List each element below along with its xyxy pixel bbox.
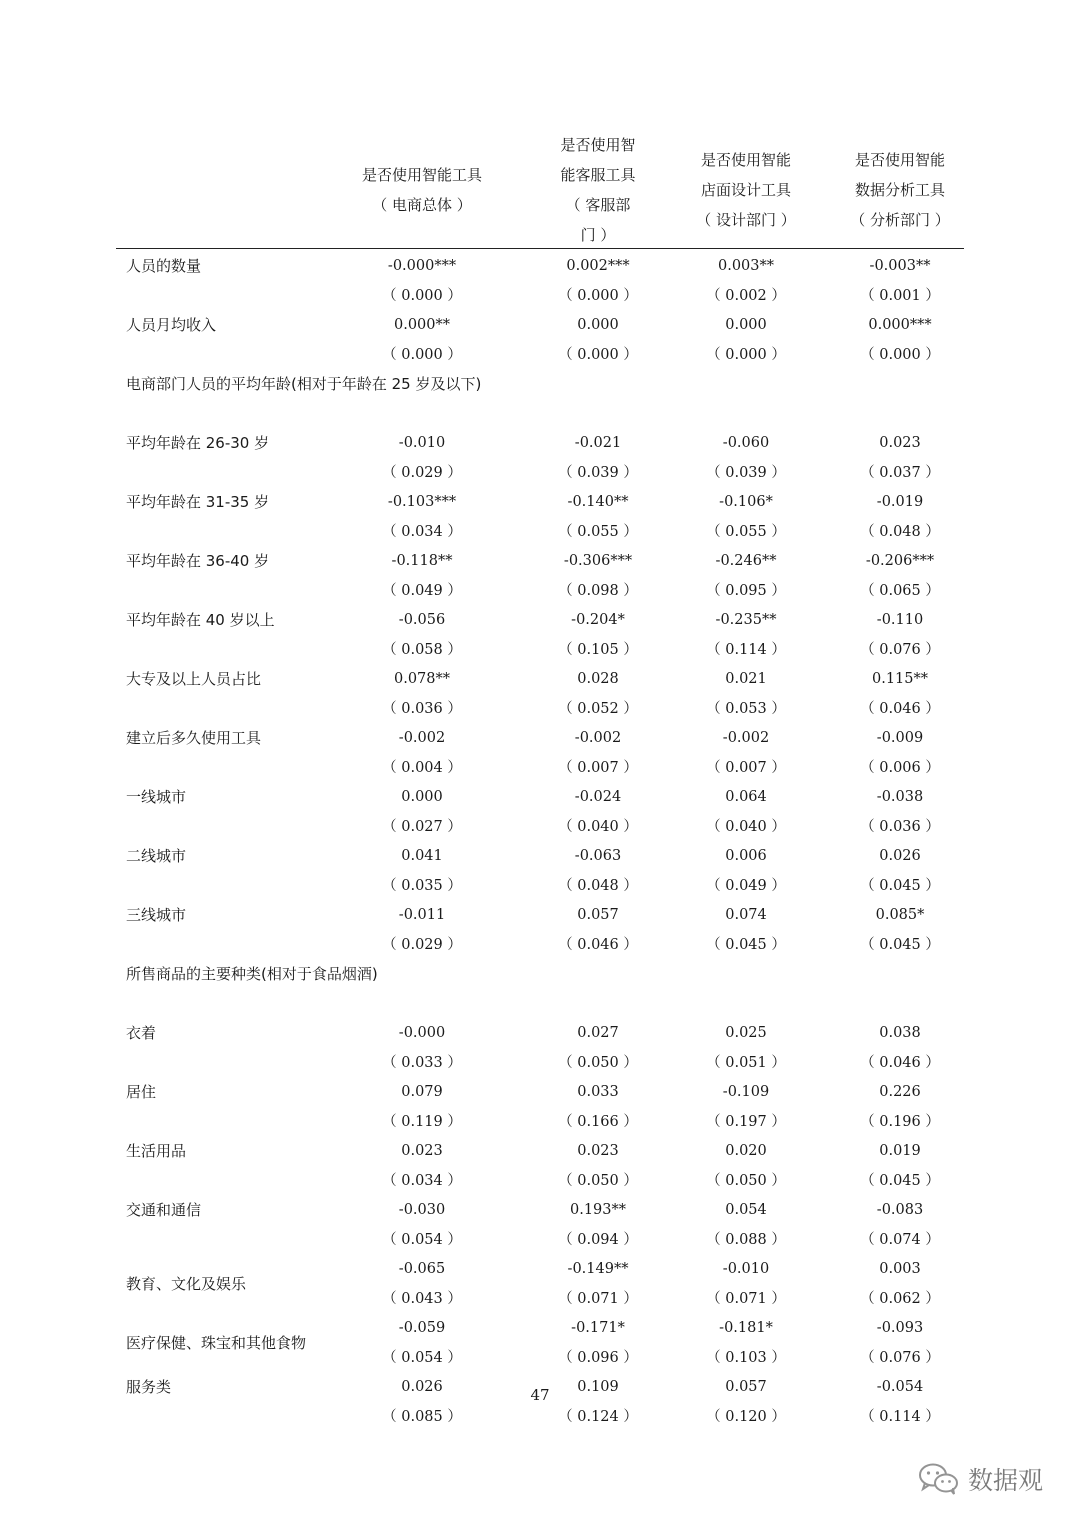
standard-error-cell: （ 0.000 ） [860,347,940,363]
column-header-line: （ 电商总体 ） [372,196,472,214]
standard-error-cell: （ 0.046 ） [860,1055,940,1071]
standard-error-cell: （ 0.074 ） [860,1232,940,1248]
wechat-icon [918,1462,960,1496]
coefficient-cell: -0.021 [574,435,622,451]
column-header-line: 是否使用智能 [854,151,946,169]
standard-error-cell: （ 0.055 ） [558,524,638,540]
coefficient-cell: 0.057 [725,1379,767,1395]
coefficient-cell: -0.171* [571,1320,625,1336]
standard-error-cell: （ 0.007 ） [706,760,786,776]
column-header-line: 能客服工具 [560,166,636,184]
section-label: 电商部门人员的平均年龄(相对于年龄在 25 岁及以下) [126,375,482,393]
coefficient-cell: -0.056 [398,612,446,628]
coefficient-cell: 0.054 [725,1202,767,1218]
row-label: 交通和通信 [126,1201,202,1219]
standard-error-cell: （ 0.120 ） [706,1409,786,1425]
standard-error-cell: （ 0.039 ） [706,465,786,481]
standard-error-cell: （ 0.049 ） [706,878,786,894]
standard-error-cell: （ 0.050 ） [558,1173,638,1189]
coefficient-cell: -0.206*** [865,553,935,569]
coefficient-cell: -0.118** [391,553,453,569]
standard-error-cell: （ 0.036 ） [382,701,462,717]
coefficient-cell: 0.109 [577,1379,619,1395]
standard-error-cell: （ 0.071 ） [558,1291,638,1307]
standard-error-cell: （ 0.054 ） [382,1350,462,1366]
coefficient-cell: -0.060 [722,435,770,451]
coefficient-cell: -0.103*** [387,494,457,510]
coefficient-cell: 0.027 [577,1025,619,1041]
standard-error-cell: （ 0.043 ） [382,1291,462,1307]
row-label: 平均年龄在 36-40 岁 [126,552,270,570]
page-number: 47 [530,1386,550,1404]
standard-error-cell: （ 0.036 ） [860,819,940,835]
coefficient-cell: -0.110 [876,612,924,628]
coefficient-cell: 0.033 [577,1084,619,1100]
coefficient-cell: -0.019 [876,494,924,510]
row-label: 二线城市 [126,847,187,865]
column-header-line: （ 分析部门 ） [850,211,950,229]
standard-error-cell: （ 0.098 ） [558,583,638,599]
standard-error-cell: （ 0.119 ） [382,1114,462,1130]
standard-error-cell: （ 0.062 ） [860,1291,940,1307]
standard-error-cell: （ 0.004 ） [382,760,462,776]
standard-error-cell: （ 0.054 ） [382,1232,462,1248]
coefficient-cell: -0.306*** [563,553,633,569]
standard-error-cell: （ 0.046 ） [558,937,638,953]
coefficient-cell: -0.003** [869,258,931,274]
coefficient-cell: -0.140** [567,494,629,510]
coefficient-cell: -0.009 [876,730,924,746]
standard-error-cell: （ 0.034 ） [382,524,462,540]
coefficient-cell: -0.010 [722,1261,770,1277]
standard-error-cell: （ 0.000 ） [706,347,786,363]
standard-error-cell: （ 0.048 ） [558,878,638,894]
standard-error-cell: （ 0.055 ） [706,524,786,540]
coefficient-cell: 0.002*** [566,258,630,274]
standard-error-cell: （ 0.048 ） [860,524,940,540]
standard-error-cell: （ 0.049 ） [382,583,462,599]
standard-error-cell: （ 0.114 ） [706,642,786,658]
standard-error-cell: （ 0.001 ） [860,288,940,304]
row-label: 衣着 [126,1024,157,1042]
standard-error-cell: （ 0.050 ） [706,1173,786,1189]
coefficient-cell: 0.074 [725,907,767,923]
watermark-text: 数据观 [968,1466,1044,1495]
column-header-line: 门 ） [580,226,616,244]
column-header-line: 是否使用智能 [700,151,792,169]
coefficient-cell: -0.002 [398,730,446,746]
coefficient-cell: -0.002 [722,730,770,746]
standard-error-cell: （ 0.051 ） [706,1055,786,1071]
coefficient-cell: 0.020 [725,1143,767,1159]
row-label: 居住 [126,1083,157,1101]
row-label: 医疗保健、珠宝和其他食物 [126,1334,307,1352]
standard-error-cell: （ 0.085 ） [382,1409,462,1425]
standard-error-cell: （ 0.045 ） [860,937,940,953]
column-header-3 [696,145,796,235]
standard-error-cell: （ 0.105 ） [558,642,638,658]
standard-error-cell: （ 0.050 ） [558,1055,638,1071]
standard-error-cell: （ 0.094 ） [558,1232,638,1248]
standard-error-cell: （ 0.076 ） [860,642,940,658]
coefficient-cell: 0.085* [875,907,925,923]
coefficient-cell: 0.025 [725,1025,767,1041]
coefficient-cell: -0.109 [722,1084,770,1100]
coefficient-cell: -0.204* [571,612,625,628]
standard-error-cell: （ 0.071 ） [706,1291,786,1307]
coefficient-cell: 0.000 [725,317,767,333]
coefficient-cell: 0.079 [401,1084,443,1100]
coefficient-cell: -0.246** [715,553,777,569]
coefficient-cell: 0.000 [577,317,619,333]
coefficient-cell: -0.063 [574,848,622,864]
row-label: 三线城市 [126,906,187,924]
row-label: 人员月均收入 [126,316,217,334]
standard-error-cell: （ 0.029 ） [382,937,462,953]
column-header-line: 是否使用智 [560,136,636,154]
coefficient-cell: 0.026 [879,848,921,864]
coefficient-cell: 0.038 [879,1025,921,1041]
coefficient-cell: 0.021 [725,671,767,687]
coefficient-cell: -0.083 [876,1202,924,1218]
row-label: 一线城市 [126,788,187,806]
row-label: 平均年龄在 26-30 岁 [126,434,270,452]
coefficient-cell: 0.041 [401,848,443,864]
coefficient-cell: 0.023 [401,1143,443,1159]
coefficient-cell: 0.028 [577,671,619,687]
row-label: 大专及以上人员占比 [126,670,262,688]
standard-error-cell: （ 0.040 ） [558,819,638,835]
column-header-4 [850,145,950,235]
standard-error-cell: （ 0.096 ） [558,1350,638,1366]
standard-error-cell: （ 0.045 ） [860,878,940,894]
coefficient-cell: -0.106* [719,494,773,510]
standard-error-cell: （ 0.053 ） [706,701,786,717]
standard-error-cell: （ 0.034 ） [382,1173,462,1189]
standard-error-cell: （ 0.103 ） [706,1350,786,1366]
row-label: 教育、文化及娱乐 [126,1275,247,1293]
standard-error-cell: （ 0.033 ） [382,1055,462,1071]
row-label: 建立后多久使用工具 [126,729,262,747]
standard-error-cell: （ 0.046 ） [860,701,940,717]
standard-error-cell: （ 0.000 ） [558,288,638,304]
header-rule [116,248,964,249]
row-label: 平均年龄在 40 岁以上 [126,611,275,629]
row-label: 服务类 [126,1378,172,1396]
coefficient-cell: 0.064 [725,789,767,805]
standard-error-cell: （ 0.037 ） [860,465,940,481]
coefficient-cell: 0.193** [569,1202,627,1218]
standard-error-cell: （ 0.040 ） [706,819,786,835]
coefficient-cell: -0.038 [876,789,924,805]
standard-error-cell: （ 0.035 ） [382,878,462,894]
column-header-line: （ 客服部 [565,196,631,214]
standard-error-cell: （ 0.088 ） [706,1232,786,1248]
standard-error-cell: （ 0.029 ） [382,465,462,481]
coefficient-cell: 0.003 [879,1261,921,1277]
coefficient-cell: -0.024 [574,789,622,805]
row-label: 生活用品 [126,1142,187,1160]
coefficient-cell: 0.115** [871,671,929,687]
coefficient-cell: -0.011 [398,907,446,923]
standard-error-cell: （ 0.002 ） [706,288,786,304]
standard-error-cell: （ 0.076 ） [860,1350,940,1366]
coefficient-cell: 0.000 [401,789,443,805]
standard-error-cell: （ 0.007 ） [558,760,638,776]
standard-error-cell: （ 0.045 ） [860,1173,940,1189]
coefficient-cell: -0.000*** [387,258,457,274]
coefficient-cell: -0.181* [719,1320,773,1336]
coefficient-cell: -0.000 [398,1025,446,1041]
standard-error-cell: （ 0.095 ） [706,583,786,599]
standard-error-cell: （ 0.065 ） [860,583,940,599]
standard-error-cell: （ 0.000 ） [382,347,462,363]
column-header-2 [560,130,635,250]
standard-error-cell: （ 0.114 ） [860,1409,940,1425]
coefficient-cell: 0.000*** [868,317,932,333]
standard-error-cell: （ 0.197 ） [706,1114,786,1130]
coefficient-cell: -0.010 [398,435,446,451]
coefficient-cell: 0.226 [879,1084,921,1100]
row-label: 人员的数量 [126,257,202,275]
coefficient-cell: 0.026 [401,1379,443,1395]
coefficient-cell: -0.065 [398,1261,446,1277]
section-label: 所售商品的主要种类(相对于食品烟酒) [126,965,378,983]
watermark [918,1455,1043,1503]
row-label: 平均年龄在 31-35 岁 [126,493,270,511]
coefficient-cell: -0.054 [876,1379,924,1395]
column-header-line: （ 设计部门 ） [696,211,796,229]
standard-error-cell: （ 0.027 ） [382,819,462,835]
standard-error-cell: （ 0.052 ） [558,701,638,717]
coefficient-cell: -0.149** [567,1261,629,1277]
coefficient-cell: -0.030 [398,1202,446,1218]
standard-error-cell: （ 0.000 ） [558,347,638,363]
coefficient-cell: 0.000** [393,317,451,333]
coefficient-cell: -0.059 [398,1320,446,1336]
standard-error-cell: （ 0.196 ） [860,1114,940,1130]
standard-error-cell: （ 0.058 ） [382,642,462,658]
standard-error-cell: （ 0.124 ） [558,1409,638,1425]
coefficient-cell: 0.006 [725,848,767,864]
coefficient-cell: 0.023 [577,1143,619,1159]
coefficient-cell: 0.019 [879,1143,921,1159]
standard-error-cell: （ 0.000 ） [382,288,462,304]
column-header-line: 数据分析工具 [854,181,946,199]
coefficient-cell: 0.023 [879,435,921,451]
coefficient-cell: 0.003** [717,258,775,274]
coefficient-cell: 0.057 [577,907,619,923]
column-header-line: 是否使用智能工具 [361,166,483,184]
standard-error-cell: （ 0.166 ） [558,1114,638,1130]
standard-error-cell: （ 0.039 ） [558,465,638,481]
column-header-1 [362,160,482,220]
coefficient-cell: -0.002 [574,730,622,746]
standard-error-cell: （ 0.045 ） [706,937,786,953]
coefficient-cell: -0.093 [876,1320,924,1336]
coefficient-cell: -0.235** [715,612,777,628]
standard-error-cell: （ 0.006 ） [860,760,940,776]
column-header-line: 店面设计工具 [700,181,792,199]
coefficient-cell: 0.078** [393,671,451,687]
